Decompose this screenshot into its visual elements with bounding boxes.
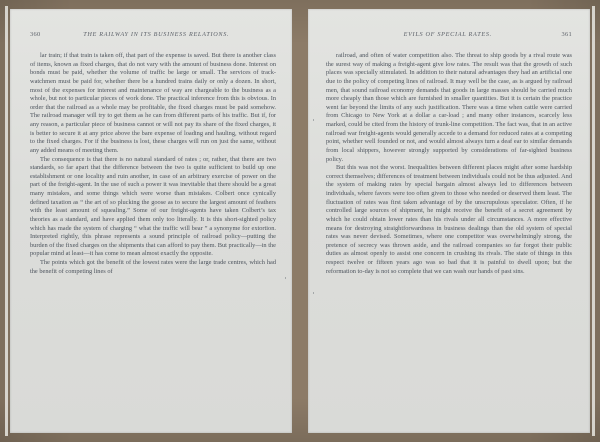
right-body-text bbox=[326, 52, 572, 276]
left-folio-number: 360 bbox=[30, 31, 41, 38]
scan-speck bbox=[313, 292, 314, 294]
paragraph: But this was not the worst. Inequalities between different places might after some hardship correct themselves; differences of treatment between individuals could not be thus adjusted. And the system of making rates by special bargain almost always led to differences between individuals, where favors were too often given to those who needed or deserved them least. The fluctuation of rates was first taken advantage of by the unscrupulous speculator. Often, if he controlled large sources of shipment, he might receive the benefit of a secret agreement by which he could obtain lower rates than his rivals under all circumstances. A more effective means for destroying straightforwardness in business dealings than the old system of special rates was never devised. Sometimes, where one competitor was overwhelmingly strong, the pretence of secrecy was thrown aside, and the railroad companies so far forgot their public duties as almost openly to assist one concern in crushing its rivals. The state of things in this respect twelve or fifteen years ago was so bad that it is painful to dwell upon; but the reformation to-day is not so complete that we can wash our hands of past sins. bbox=[326, 164, 572, 275]
paragraph: lar train; if that train is taken off, that part of the expense is saved. But there is another class of items, known as fixed charges, that do not vary with the amount of business done. Interest on bonds must be paid, whether the volume of traffic be large or small. The services of track-watchmen must be paid for, whether there be a hundred trains daily or only a dozen. In short, most of the expenses for interest and maintenance of way are chargeable to the business as a whole, but not to particular pieces of work done. The practical inference from this is obvious. In order that the railroad as a whole may be profitable, the fixed charges must be paid somehow. The railroad manager will try to get them as he can from different parts of his traffic. But if, for any reason, a particular piece of business cannot or will not pay its share of the fixed charges, it is better to secure it at any price above the bare expense of loading and hauling, without regard to the fixed charges. For if the business is lost, these charges will run on just the same, without any added means of meeting them. bbox=[30, 52, 276, 154]
right-running-head bbox=[326, 31, 572, 43]
right-running-title: EVILS OF SPECIAL RATES. bbox=[403, 31, 492, 38]
left-page-edge bbox=[5, 6, 8, 436]
paragraph: railroad, and often of water competition also. The threat to ship goods by a rival route was the surest way of making a freight-agent give low rates. The result was that the growth of such places was specially stimulated. In addition to their natural advantages they had an artificial one due to the policy of competing lines of railroad. It may well be the case, as is argued by railroad men, that sound railroad economy demands that goods in large masses should be carried much more cheaply than those which are furnished in smaller quantities. But it is certain the practice went far beyond the limits of any such justification. There was a time when cattle were carried from Chicago to New York at a dollar a car-load ; and many other instances, scarcely less marked, could be cited from the history of trunk-line competition. The fact was, that in an active railroad war freight-agents would generally accede to a demand for reduced rates at a competing point, whether well founded or not, and would almost always turn a deaf ear to similar demands from local shippers, however strongly supported by considerations of far-sighted business policy. bbox=[326, 52, 572, 163]
scan-speck bbox=[285, 277, 286, 279]
left-body-text bbox=[30, 52, 276, 276]
right-leaf bbox=[300, 0, 600, 442]
right-page-edge bbox=[592, 6, 595, 436]
right-folio-number: 361 bbox=[561, 31, 572, 38]
right-page bbox=[308, 9, 590, 433]
scan-speck bbox=[313, 119, 314, 121]
paragraph: The consequence is that there is no natural standard of rates ; or, rather, that there are two standards, so far apart that the difference between the two is quite sufficient to build up one establishment or one locality and ruin another, in case of an arbitrary exercise of power on the part of the freight-agent. In the use of such a power it was inevitable that there should be a great many mistakes, and some things which were worse than mistakes. Colbert once cynically defined taxation as “ the art of so plucking the goose as to secure the largest amount of feathers with the least amount of squealing.” Some of our freight-agents have taken Colbert’s tax theories as a standard, and have applied them only too literally. It is this short-sighted policy which has made the system of charging “ what the traffic will bear ” a synonyme for extortion. Interpreted rightly, this phrase represents a sound principle of railroad policy—putting the burden of the fixed charges on the shipments that can afford to pay them. But practically—in the popular mind at least—it has come to mean almost exactly the opposite. bbox=[30, 155, 276, 258]
paragraph: The points which got the benefit of the lowest rates were the large trade centres, which had the benefit of competing lines of bbox=[30, 259, 276, 275]
left-running-head bbox=[30, 31, 276, 43]
left-running-title: THE RAILWAY IN ITS BUSINESS RELATIONS. bbox=[83, 31, 230, 38]
left-page bbox=[10, 9, 292, 433]
